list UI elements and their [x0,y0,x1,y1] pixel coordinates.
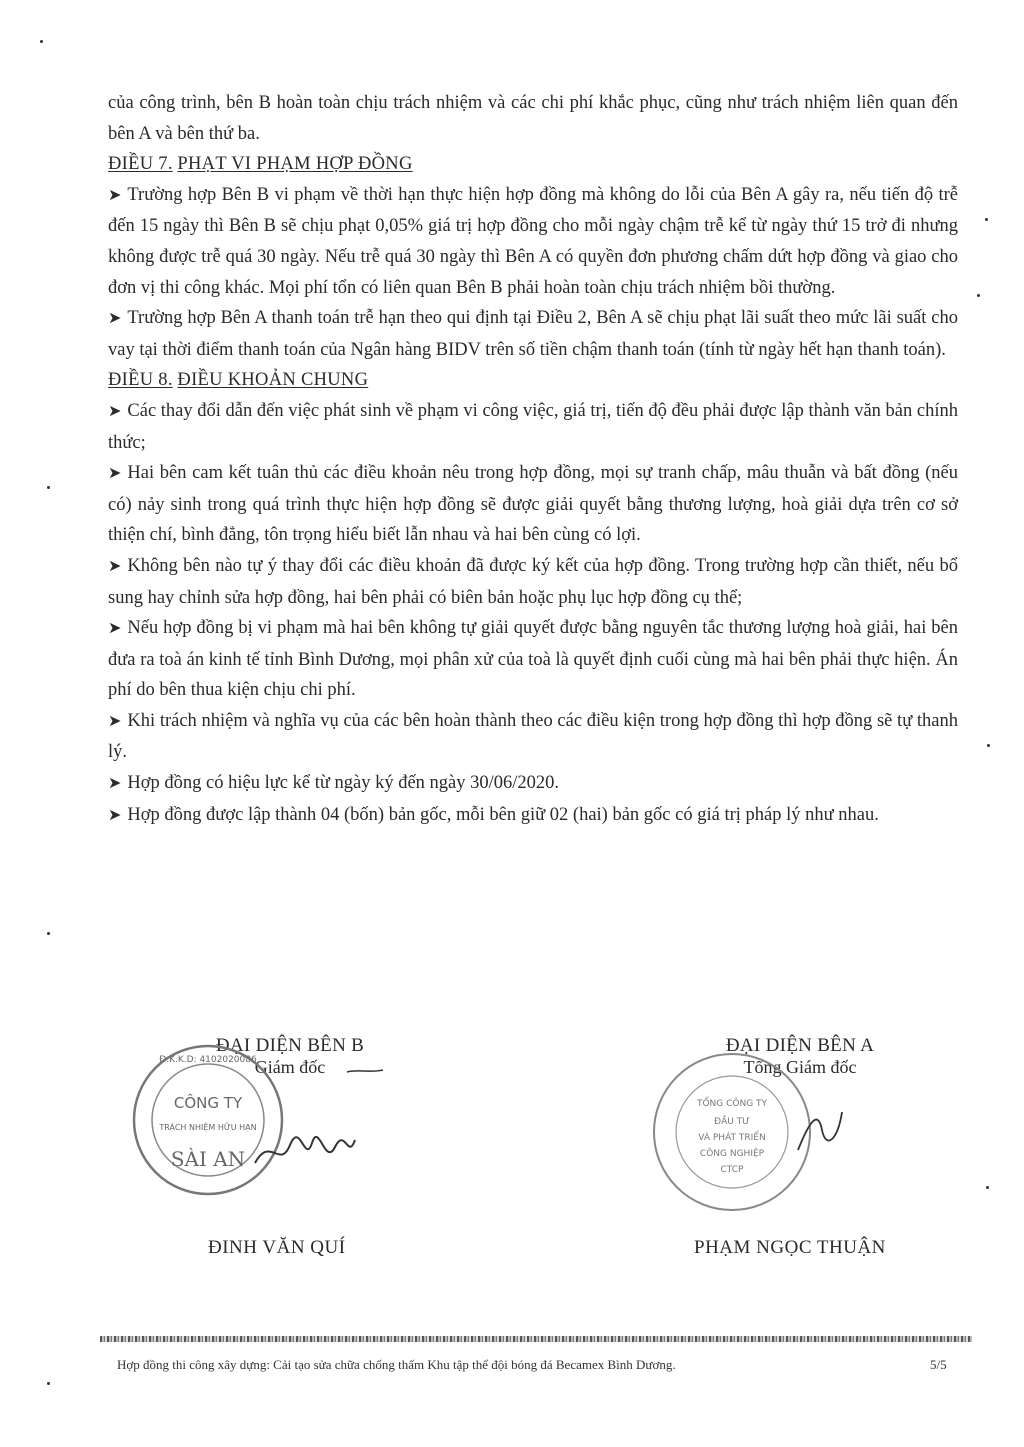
article-8-heading [108,365,958,396]
article-8-clause-6 [108,768,958,800]
footer-page-number: 5/5 [930,1357,947,1372]
party-b-signer-name: ĐINH VĂN QUÍ [208,1237,346,1258]
clause-text: Trường hợp Bên B vi phạm về thời hạn thực hiện hợp đồng mà không do lỗi của Bên A gây ra, nếu tiến độ trễ đến 15 ngày thì Bên B sẽ chịu phạt 0,05% giá trị hợp đồng cho mỗi ngày chậm trễ kể từ ngày thứ 15 trở đi nhưng không được trễ quá 30 ngày. Nếu trễ quá 30 ngày thì Bên A có quyền đơn phương chấm dứt hợp đồng và giao cho đơn vị thi công khác. Mọi phí tổn có liên quan Bên B phải hoàn toàn chịu trách nhiệm bồi thường. [108,184,958,298]
article-7-clause-1 [108,180,958,303]
party-a-role: Tổng Giám đốc [743,1057,857,1077]
scan-speck [40,40,43,43]
article-8-clause-3 [108,551,958,613]
stamp-line-3: VÀ PHÁT TRIỂN [698,1133,766,1143]
arrow-bullet-icon: ➤ [108,402,122,420]
party-a-handwritten-signature [790,1100,850,1160]
article-7-heading [108,149,958,180]
arrow-bullet-icon: ➤ [108,775,122,793]
stamp-line-2: ĐẦU TƯ [714,1117,750,1127]
party-b-title: ĐẠI DIỆN BÊN B [215,1035,365,1056]
arrow-bullet-icon: ➤ [108,806,122,824]
arrow-bullet-icon: ➤ [108,557,122,575]
clause-text: Hai bên cam kết tuân thủ các điều khoản nêu trong hợp đồng, mọi sự tranh chấp, mâu thuẫn và bất đồng (nếu có) nảy sinh trong quá trình thực hiện hợp đồng sẽ được giải quyết bằng thương lượng, hoà giải dựa trên cơ sở thiện chí, bình đẳng, tôn trọng hiểu biết lẫn nhau và hai bên cùng có lợi. [108,463,958,546]
contract-body [108,88,958,831]
scan-speck [47,486,50,489]
arrow-bullet-icon: ➤ [108,620,122,638]
article-8-clause-2 [108,458,958,551]
scan-speck [47,1382,50,1385]
scan-speck [977,294,980,297]
article-8-label: ĐIỀU 8. [108,370,173,391]
arrow-bullet-icon: ➤ [108,186,122,204]
clause-text: Không bên nào tự ý thay đổi các điều khoản đã được ký kết của hợp đồng. Trong trường hợp cần thiết, nếu bổ sung hay chỉnh sửa hợp đồng, hai bên phải có biên bản hoặc phụ lục hợp đồng cụ thể; [108,555,958,608]
stamp-line-4: CÔNG NGHIỆP [699,1149,765,1159]
article-8-title: ĐIỀU KHOẢN CHUNG [177,370,369,391]
clause-text: Hợp đồng được lập thành 04 (bốn) bản gốc, mỗi bên giữ 02 (hai) bản gốc có giá trị pháp lý như nhau. [127,804,879,825]
party-b-handwritten-signature [250,1125,360,1175]
arrow-bullet-icon: ➤ [108,310,122,328]
article-7-title: PHẠT VI PHẠM HỢP ĐỒNG [177,154,413,175]
scan-speck [987,744,990,747]
party-b-role: Giám đốc [254,1057,326,1077]
stamp-line-5: CTCP [720,1165,744,1175]
clause-text: Khi trách nhiệm và nghĩa vụ của các bên hoàn thành theo các điều kiện trong hợp đồng thì hợp đồng sẽ tự thanh lý. [108,710,958,763]
party-b-company-stamp [128,1040,288,1200]
arrow-bullet-icon: ➤ [108,712,122,730]
scan-speck [986,1186,989,1189]
party-a-signer-name: PHẠM NGỌC THUẬN [694,1237,886,1258]
article-8-clause-1 [108,396,958,458]
stamp-registration-text: Đ.K.K.D: 4102020086 [159,1055,257,1065]
stamp-company-name: SÀI AN [170,1147,246,1171]
article-8-clause-5 [108,706,958,768]
footer-document-title: Hợp đồng thi công xây dựng: Cải tạo sửa chữa chống thấm Khu tập thể đội bóng đá Becamex Bình Dương. [117,1357,676,1372]
clause-text: Hợp đồng có hiệu lực kể từ ngày ký đến ngày 30/06/2020. [127,773,560,794]
article-7-clause-2 [108,303,958,365]
paragraph-carryover: của công trình, bên B hoàn toàn chịu trách nhiệm và các chi phí khắc phục, cũng như trách nhiệm liên quan đến bên A và bên thứ ba. [108,93,958,144]
stamp-company-type: TRÁCH NHIỆM HỮU HẠN [159,1123,257,1132]
scan-speck [985,218,988,221]
article-8-clause-4 [108,613,958,706]
stamp-line-1: TỔNG CÔNG TY [696,1099,768,1109]
clause-text: Nếu hợp đồng bị vi phạm mà hai bên không tự giải quyết được bằng nguyên tắc thương lượng hoà giải, hai bên đưa ra toà án kinh tế tỉnh Bình Dương, mọi phân xử của toà là quyết định cuối cùng mà hai bên phải thực hiện. Án phí do bên thua kiện chịu chi phí. [108,618,958,701]
arrow-bullet-icon: ➤ [108,465,122,483]
scan-speck [47,932,50,935]
clause-text: Các thay đổi dẫn đến việc phát sinh về phạm vi công việc, giá trị, tiến độ đều phải được lập thành văn bản chính thức; [108,400,958,453]
party-a-title: ĐẠI DIỆN BÊN A [725,1035,875,1056]
party-b-signature-stroke [345,1066,385,1076]
article-8-clause-7 [108,800,958,832]
clause-text: Trường hợp Bên A thanh toán trễ hạn theo qui định tại Điều 2, Bên A sẽ chịu phạt lãi suất theo mức lãi suất cho vay tại thời điểm thanh toán của Ngân hàng BIDV trên số tiền chậm thanh toán (tính từ ngày hết hạn thanh toán). [108,308,958,360]
footer-divider [100,1336,972,1342]
stamp-company-label: CÔNG TY [173,1094,243,1112]
article-7-label: ĐIỀU 7. [108,154,173,175]
